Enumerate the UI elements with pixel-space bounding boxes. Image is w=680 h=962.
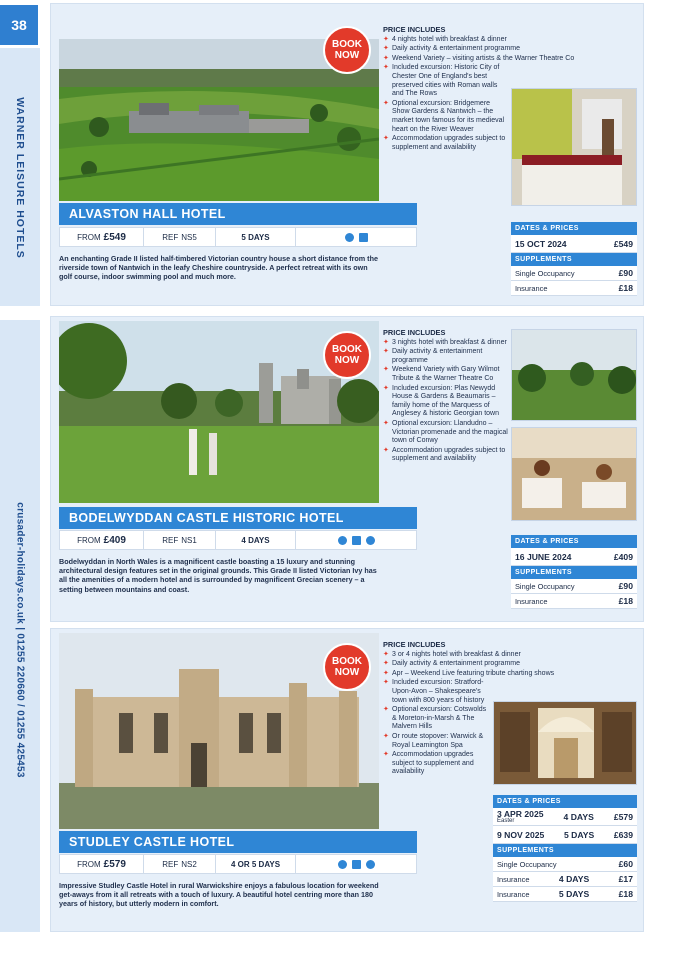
include-item: ✦ Daily activity & entertainment programme xyxy=(383,45,639,54)
supplement-price: £18 xyxy=(618,596,633,606)
date-price: £549 xyxy=(613,238,633,249)
include-item: ✦ Or route stopover: Warwick & Royal Leamington Spa xyxy=(383,733,487,750)
supplement-label: Single Occupancy xyxy=(515,268,575,278)
from-price: £579 xyxy=(103,858,126,870)
include-item: ✦ 3 or 4 nights hotel with breakfast & dinner xyxy=(383,651,641,660)
supplement-price: £90 xyxy=(618,581,633,591)
hotel-description: An enchanting Grade II listed half-timbered Victorian country house a short distance from the riverside town of Nantwich in the leafy Cheshire countryside. A perfect retreat with its own golf course, indoor swimming pool and much more. xyxy=(59,254,378,282)
side-photo-bedroom xyxy=(511,88,637,206)
dates-header: DATES & PRICES xyxy=(511,222,637,235)
book-now-line2: NOW xyxy=(334,667,360,678)
supplement-row xyxy=(493,887,637,902)
from-price: £549 xyxy=(103,231,126,243)
date-row xyxy=(511,548,637,566)
include-item: ✦ Optional excursion: Bridgemere Show Gardens & Nantwich – the market town famous for its medieval heart on the River Weaver xyxy=(383,100,509,134)
hotel-info-bar xyxy=(59,530,417,550)
facility-icons xyxy=(296,531,416,549)
spa-icon xyxy=(366,860,375,869)
include-item: ✦ Apr – Weekend Live featuring tribute charting shows xyxy=(383,670,641,679)
dates-header: DATES & PRICES xyxy=(511,535,637,548)
include-item: ✦ Weekend Variety – visiting artists & the Warner Theatre Co xyxy=(383,55,639,64)
date-price: £639 xyxy=(613,829,633,840)
hotel-title: ALVASTON HALL HOTEL xyxy=(59,203,417,225)
ref-code: NS1 xyxy=(181,535,197,545)
include-item: ✦ Accommodation upgrades subject to supplement and availability xyxy=(383,135,509,152)
include-item: ✦ 3 nights hotel with breakfast & dinner xyxy=(383,339,509,348)
ref-code: NS2 xyxy=(181,859,197,869)
side-photo-restaurant xyxy=(511,427,637,521)
hotel-info-bar xyxy=(59,854,417,874)
hotel-panel-bodelwyddan xyxy=(50,316,644,622)
entertainment-icon xyxy=(352,860,361,869)
price-includes xyxy=(383,329,509,465)
supplement-price: £17 xyxy=(618,874,633,884)
hotel-description: Impressive Studley Castle Hotel in rural Warwickshire enjoys a fabulous location for weekend get-aways from it all retreats with a touch of luxury. A beautiful hotel centring more than 180 years of history, but utterly modern in comfort. xyxy=(59,881,379,909)
wifi-icon xyxy=(338,860,347,869)
page-number: 38 xyxy=(0,5,38,45)
supplement-row xyxy=(511,579,637,594)
book-now-line1: BOOK xyxy=(332,39,362,50)
include-item: ✦ Daily activity & entertainment programme xyxy=(383,348,509,365)
from-price: £409 xyxy=(103,534,126,546)
includes-title: PRICE INCLUDES xyxy=(383,640,446,649)
include-item: ✦ Daily activity & entertainment programme xyxy=(383,660,641,669)
supplements-header: SUPPLEMENTS xyxy=(511,566,637,579)
entertainment-icon xyxy=(359,233,368,242)
date-row xyxy=(493,826,637,844)
supplement-label: Insurance xyxy=(515,283,548,293)
includes-title: PRICE INCLUDES xyxy=(383,328,446,337)
include-item: ✦ Included excursion: Stratford-Upon-Avon – Shakespeare's town with 800 years of history xyxy=(383,679,487,705)
dates-prices-table xyxy=(511,222,637,296)
include-item: ✦ Included excursion: Plas Newydd House & Gardens & Beaumaris – family home of the Marquess of Anglesey & historic Georgian town xyxy=(383,385,509,419)
supplement-label: Single Occupancy xyxy=(497,859,557,869)
side-photo-grounds xyxy=(511,329,637,421)
hotel-panel-alvaston xyxy=(50,3,644,306)
date: 3 APR 2025 xyxy=(497,808,544,819)
date-price: £579 xyxy=(613,811,633,822)
book-now-line1: BOOK xyxy=(332,656,362,667)
supplement-price: £18 xyxy=(618,283,633,293)
ref-label: REF xyxy=(162,232,179,242)
from-label: FROM xyxy=(77,859,101,869)
book-now-badge[interactable] xyxy=(323,643,371,691)
hotel-panel-studley xyxy=(50,628,644,932)
date-days: 4 DAYS xyxy=(563,811,594,822)
pool-icon xyxy=(366,536,375,545)
facility-icons xyxy=(296,228,416,246)
supplements-header: SUPPLEMENTS xyxy=(493,844,637,857)
duration: 4 DAYS xyxy=(216,531,296,549)
duration: 5 DAYS xyxy=(216,228,296,246)
supplement-row xyxy=(511,281,637,296)
include-item: ✦ 4 nights hotel with breakfast & dinner xyxy=(383,36,639,45)
date-price: £409 xyxy=(613,551,633,562)
side-photo-hall xyxy=(493,701,637,785)
supplement-label: Single Occupancy xyxy=(515,581,575,591)
supplement-price: £60 xyxy=(618,859,633,869)
date-days: 5 DAYS xyxy=(563,829,595,840)
supplement-row xyxy=(511,594,637,609)
date: 15 OCT 2024 xyxy=(515,238,567,249)
hotel-info-bar xyxy=(59,227,417,247)
supplement-label: Insurance xyxy=(497,874,530,884)
supplement-label: Insurance xyxy=(497,889,530,899)
date-note: Easter xyxy=(497,817,515,824)
wifi-icon xyxy=(338,536,347,545)
date-row xyxy=(511,235,637,253)
includes-title: PRICE INCLUDES xyxy=(383,25,446,34)
book-now-badge[interactable] xyxy=(323,331,371,379)
supplement-row xyxy=(493,857,637,872)
book-now-badge[interactable] xyxy=(323,26,371,74)
include-item: ✦ Accommodation upgrades subject to supplement and availability xyxy=(383,751,487,777)
dates-prices-table xyxy=(511,535,637,609)
ref-code: NS5 xyxy=(181,232,197,242)
supplement-row xyxy=(511,266,637,281)
book-now-line2: NOW xyxy=(334,50,360,61)
left-spine xyxy=(0,0,40,962)
ref-label: REF xyxy=(162,859,179,869)
ref-label: REF xyxy=(162,535,179,545)
supplement-price: £90 xyxy=(618,268,633,278)
from-label: FROM xyxy=(77,535,101,545)
entertainment-icon xyxy=(352,536,361,545)
spine-contact-text: crusader-holidays.co.uk | 01255 220660 / 01255 425453 xyxy=(14,502,26,778)
include-item: ✦ Optional excursion: Cotswolds & Moreton-in-Marsh & The Malvern Hills xyxy=(383,706,487,732)
supplement-days: 4 DAYS xyxy=(558,874,590,884)
include-item: ✦ Weekend Variety with Gary Wilmot Tribute & the Warner Theatre Co xyxy=(383,366,509,383)
wifi-icon xyxy=(345,233,354,242)
hotel-title: STUDLEY CASTLE HOTEL xyxy=(59,831,417,853)
dates-header: DATES & PRICES xyxy=(493,795,637,808)
duration: 4 OR 5 DAYS xyxy=(216,855,296,873)
book-now-line1: BOOK xyxy=(332,344,362,355)
hotel-description: Bodelwyddan in North Wales is a magnificent castle boasting a 15 luxury and stunning architectural design features set in the original grounds. This Grade II listed Victorian Ivy has all the amenities of a modern hotel and is surrounded by magnificent Grecian scenery – a setting between mountains and coast. xyxy=(59,557,377,594)
include-item: ✦ Accommodation upgrades subject to supplement and availability xyxy=(383,447,509,464)
date: 16 JUNE 2024 xyxy=(515,551,572,562)
spine-brand-text: WARNER LEISURE HOTELS xyxy=(14,97,26,259)
supplement-row xyxy=(493,872,637,887)
date-row xyxy=(493,808,637,826)
include-item: ✦ Optional excursion: Llandudno – Victorian promenade and the magical town of Conwy xyxy=(383,420,509,446)
supplement-price: £18 xyxy=(618,889,633,899)
hotel-title: BODELWYDDAN CASTLE HISTORIC HOTEL xyxy=(59,507,417,529)
facility-icons xyxy=(296,855,416,873)
supplements-header: SUPPLEMENTS xyxy=(511,253,637,266)
supplement-label: Insurance xyxy=(515,596,548,606)
from-label: FROM xyxy=(77,232,101,242)
book-now-line2: NOW xyxy=(334,355,360,366)
date: 9 NOV 2025 xyxy=(497,829,545,840)
dates-prices-table xyxy=(493,795,637,902)
include-item: ✦ Included excursion: Historic City of Chester One of England's best preserved cities with Roman walls and The Rows xyxy=(383,64,509,98)
supplement-days: 5 DAYS xyxy=(558,889,590,899)
